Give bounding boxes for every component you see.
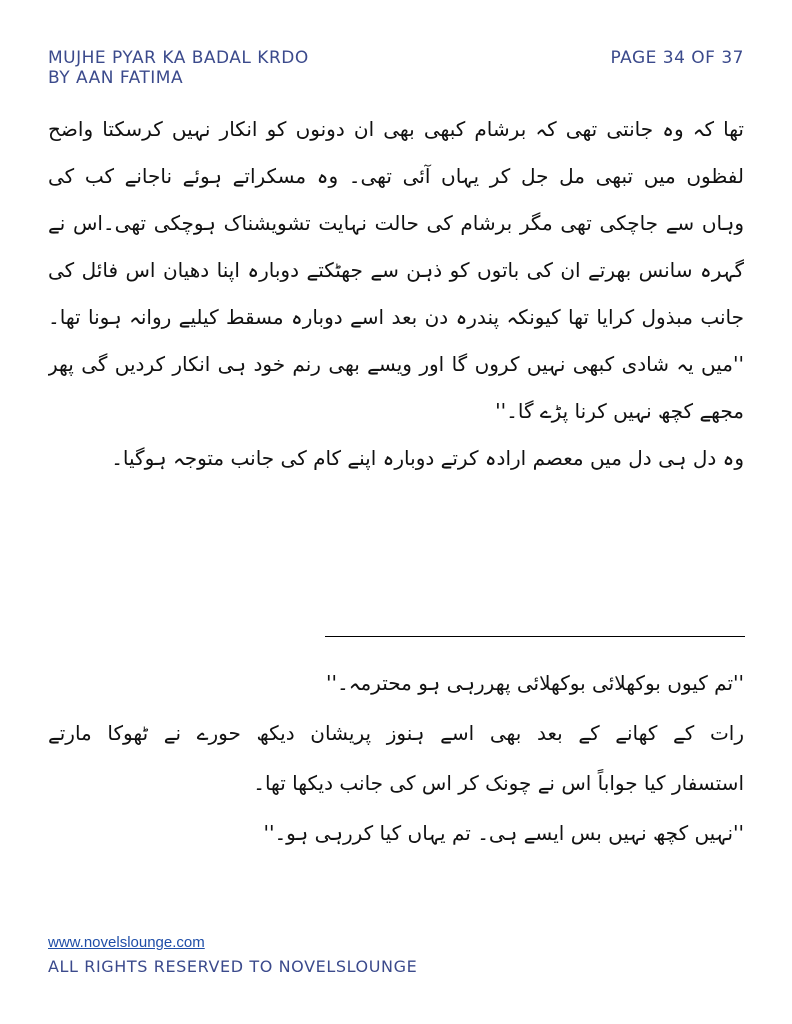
text-line: مجھے کچھ نہیں کرنا پڑے گا۔'' — [495, 399, 744, 423]
text-line: وہاں سے جاچکی تھی مگر برشام کی حالت نہایت تشویشناک ہوچکی تھی۔اس نے — [48, 211, 744, 235]
section-divider — [325, 636, 745, 637]
page-header-left — [48, 48, 309, 88]
text-line: استسفار کیا جواباً اس نے چونک کر اس کی جانب دیکھا تھا۔ — [253, 771, 744, 795]
text-line: تھا کہ وہ جانتی تھی کہ برشام کبھی بھی ان دونوں کو انکار نہیں کرسکتا واضح — [48, 117, 744, 141]
page-number: PAGE 34 OF 37 — [610, 48, 744, 68]
text-line: ''نہیں کچھ نہیں بس ایسے ہی۔ تم یہاں کیا کررہی ہو۔'' — [263, 821, 744, 845]
book-title: MUJHE PYAR KA BADAL KRDO — [48, 48, 309, 68]
text-line: ''تم کیوں بوکھلائی بوکھلائی پھررہی ہو محترمہ۔'' — [326, 671, 744, 695]
text-line: رات کے کھانے کے بعد بھی اسے ہنوز پریشان دیکھ حورے نے ٹھوکا مارتے — [48, 721, 744, 745]
book-author: BY AAN FATIMA — [48, 68, 184, 88]
website-link[interactable]: www.novelslounge.com — [48, 934, 205, 951]
text-line: ''میں یہ شادی کبھی نہیں کروں گا اور ویسے بھی رنم خود ہی انکار کردیں گی پھر — [48, 352, 744, 376]
rights-notice: ALL RIGHTS RESERVED TO NOVELSLOUNGE — [48, 957, 418, 976]
text-line: لفظوں میں تبھی مل جل کر یہاں آئی تھی۔ وہ مسکراتے ہوئے ناجانے کب کی — [48, 164, 744, 188]
text-line: گہرہ سانس بھرتے ان کی باتوں کو ذہن سے جھٹکتے دوبارہ اپنا دھیان اس فائل کی — [48, 258, 744, 282]
text-line: جانب مبذول کرایا تھا کیونکہ پندرہ دن بعد اسے دوبارہ مسقط کیلیے روانہ ہونا تھا۔ — [48, 305, 744, 329]
text-line: وہ دل ہی دل میں معصم ارادہ کرتے دوبارہ اپنے کام کی جانب متوجہ ہوگیا۔ — [111, 446, 744, 470]
